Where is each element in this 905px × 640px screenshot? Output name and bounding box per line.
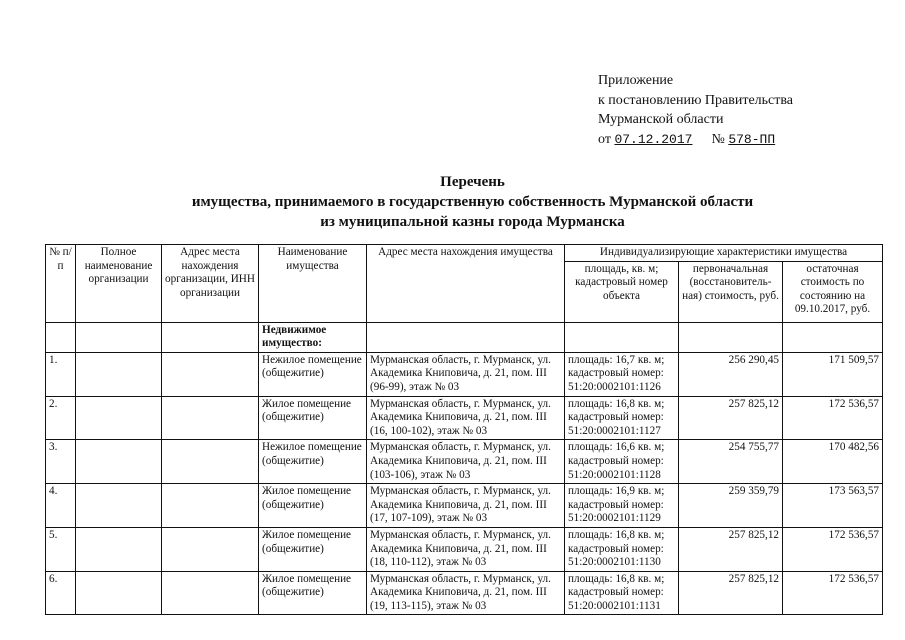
from-label: от bbox=[598, 131, 611, 147]
row-org-name bbox=[76, 527, 162, 571]
row-num: 3. bbox=[46, 440, 76, 484]
row-num: 4. bbox=[46, 484, 76, 528]
row-area-cadastral: площадь: 16,9 кв. м; кадастровый номер: 51:20:0002101:1129 bbox=[565, 484, 679, 528]
table-row bbox=[46, 527, 883, 571]
row-property-address: Мурманская область, г. Мурманск, ул. Академика Книповича, д. 21, пом. III (103-106), этаж № 03 bbox=[367, 440, 565, 484]
header-org-name: Полное наименование организации bbox=[76, 245, 162, 323]
title-line3: из муниципальной казны города Мурманска bbox=[320, 214, 625, 230]
row-initial-cost: 257 825,12 bbox=[679, 527, 783, 571]
row-org-address bbox=[162, 527, 259, 571]
appendix-block bbox=[598, 71, 793, 149]
row-num: 6. bbox=[46, 571, 76, 615]
table-row bbox=[46, 352, 883, 396]
row-property-address: Мурманская область, г. Мурманск, ул. Академика Книповича, д. 21, пом. III (16, 100-102), этаж № 03 bbox=[367, 396, 565, 440]
row-org-name bbox=[76, 440, 162, 484]
appendix-line3: Мурманской области bbox=[598, 112, 724, 127]
header-area: площадь, кв. м; кадастровый номер объекта bbox=[565, 261, 679, 322]
row-org-address bbox=[162, 484, 259, 528]
table-row bbox=[46, 440, 883, 484]
row-initial-cost: 257 825,12 bbox=[679, 396, 783, 440]
row-org-name bbox=[76, 396, 162, 440]
row-num: 5. bbox=[46, 527, 76, 571]
row-residual-cost: 172 536,57 bbox=[783, 527, 883, 571]
row-org-address bbox=[162, 440, 259, 484]
row-area-cadastral: площадь: 16,6 кв. м; кадастровый номер: 51:20:0002101:1128 bbox=[565, 440, 679, 484]
table-row bbox=[46, 484, 883, 528]
row-property-name: Жилое помещение (общежитие) bbox=[259, 484, 367, 528]
row-num: 2. bbox=[46, 396, 76, 440]
property-table bbox=[45, 244, 883, 615]
row-property-name: Жилое помещение (общежитие) bbox=[259, 571, 367, 615]
row-property-name: Нежилое помещение (общежитие) bbox=[259, 352, 367, 396]
row-org-name bbox=[76, 484, 162, 528]
row-property-name: Нежилое помещение (общежитие) bbox=[259, 440, 367, 484]
appendix-line1: Приложение bbox=[598, 73, 674, 88]
row-property-address: Мурманская область, г. Мурманск, ул. Академика Книповича, д. 21, пом. III (17, 107-109), этаж № 03 bbox=[367, 484, 565, 528]
document-title bbox=[0, 172, 905, 232]
header-property-name: Наименование имущества bbox=[259, 245, 367, 323]
section-label: Недвижимое имущество: bbox=[259, 322, 367, 352]
row-org-address bbox=[162, 352, 259, 396]
table-body bbox=[46, 245, 883, 615]
table-row bbox=[46, 571, 883, 615]
resolution-date: 07.12.2017 bbox=[614, 131, 693, 147]
header-initial-cost: первоначальная (восстановитель-ная) стоимость, руб. bbox=[679, 261, 783, 322]
header-property-address: Адрес места нахождения имущества bbox=[367, 245, 565, 323]
row-property-name: Жилое помещение (общежитие) bbox=[259, 527, 367, 571]
number-label: № bbox=[711, 131, 725, 147]
row-area-cadastral: площадь: 16,8 кв. м; кадастровый номер: 51:20:0002101:1130 bbox=[565, 527, 679, 571]
row-property-address: Мурманская область, г. Мурманск, ул. Академика Книповича, д. 21, пом. III (96-99), этаж № 03 bbox=[367, 352, 565, 396]
row-num: 1. bbox=[46, 352, 76, 396]
header-row bbox=[46, 245, 883, 262]
row-residual-cost: 172 536,57 bbox=[783, 396, 883, 440]
appendix-date-line bbox=[598, 130, 793, 150]
row-area-cadastral: площадь: 16,7 кв. м; кадастровый номер: 51:20:0002101:1126 bbox=[565, 352, 679, 396]
table-row bbox=[46, 396, 883, 440]
row-area-cadastral: площадь: 16,8 кв. м; кадастровый номер: 51:20:0002101:1131 bbox=[565, 571, 679, 615]
row-residual-cost: 171 509,57 bbox=[783, 352, 883, 396]
row-initial-cost: 257 825,12 bbox=[679, 571, 783, 615]
row-org-name bbox=[76, 571, 162, 615]
header-residual-cost: остаточная стоимость по состоянию на 09.10.2017, руб. bbox=[783, 261, 883, 322]
row-initial-cost: 259 359,79 bbox=[679, 484, 783, 528]
row-residual-cost: 173 563,57 bbox=[783, 484, 883, 528]
title-line2: имущества, принимаемого в государственную собственность Мурманской области bbox=[191, 194, 754, 210]
header-num: № п/п bbox=[46, 245, 76, 323]
row-initial-cost: 256 290,45 bbox=[679, 352, 783, 396]
row-org-address bbox=[162, 396, 259, 440]
row-org-address bbox=[162, 571, 259, 615]
row-property-address: Мурманская область, г. Мурманск, ул. Академика Книповича, д. 21, пом. III (19, 113-115), этаж № 03 bbox=[367, 571, 565, 615]
title-line1: Перечень bbox=[440, 174, 505, 190]
appendix-line2: к постановлению Правительства bbox=[598, 92, 794, 108]
row-initial-cost: 254 755,77 bbox=[679, 440, 783, 484]
header-org-address: Адрес места нахождения организации, ИНН организации bbox=[162, 245, 259, 323]
row-property-name: Жилое помещение (общежитие) bbox=[259, 396, 367, 440]
header-characteristics: Индивидуализирующие характеристики имущества bbox=[565, 245, 883, 262]
row-org-name bbox=[76, 352, 162, 396]
row-residual-cost: 172 536,57 bbox=[783, 571, 883, 615]
section-row bbox=[46, 322, 883, 352]
row-property-address: Мурманская область, г. Мурманск, ул. Академика Книповича, д. 21, пом. III (18, 110-112), этаж № 03 bbox=[367, 527, 565, 571]
row-area-cadastral: площадь: 16,8 кв. м; кадастровый номер: 51:20:0002101:1127 bbox=[565, 396, 679, 440]
resolution-number: 578-ПП bbox=[728, 131, 776, 147]
row-residual-cost: 170 482,56 bbox=[783, 440, 883, 484]
